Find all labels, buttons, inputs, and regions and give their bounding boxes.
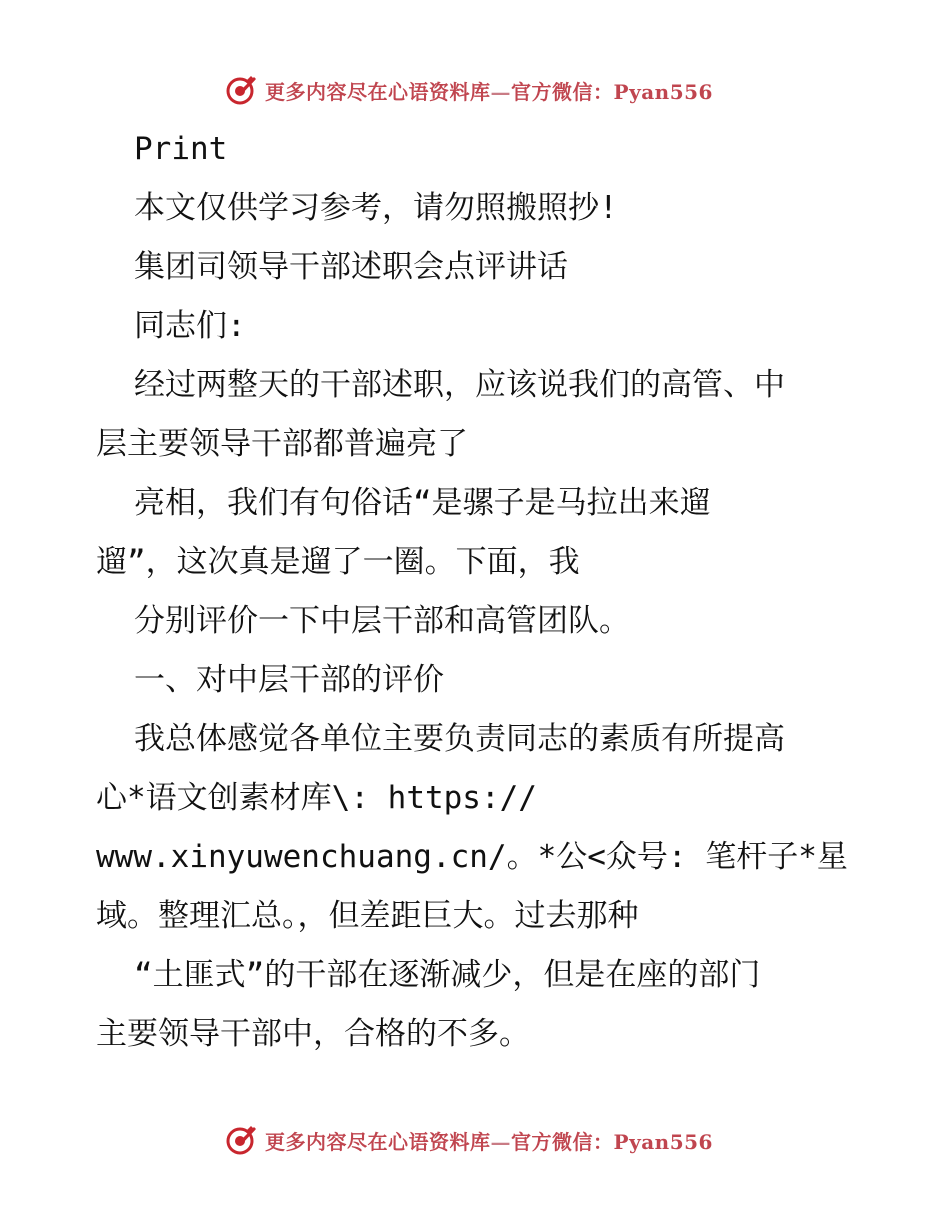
doc-paragraph-line: www.xinyuwenchuang.cn/。*公<众号: 笔杆子*星 xyxy=(96,839,848,875)
doc-paragraph-line: 心*语文创素材库\: https:// xyxy=(96,780,537,816)
doc-paragraph-line: 我总体感觉各单位主要负责同志的素质有所提高 xyxy=(134,721,785,757)
footer-banner-contact: 官方微信：Pyan556 xyxy=(511,1129,713,1154)
quill-logo-icon xyxy=(225,1124,257,1156)
header-banner-contact: 官方微信：Pyan556 xyxy=(511,79,713,104)
doc-paragraph-line: 经过两整天的干部述职，应该说我们的高管、中 xyxy=(134,367,785,403)
footer-banner-dash: — xyxy=(490,1129,512,1154)
footer-banner-text xyxy=(265,1126,713,1155)
doc-paragraph-line: “土匪式”的干部在逐渐减少，但是在座的部门 xyxy=(134,957,761,993)
doc-paragraph-line: 亮相，我们有句俗话“是骡子是马拉出来遛 xyxy=(134,485,711,521)
header-banner-main: 更多内容尽在心语资料库 xyxy=(265,79,491,104)
header-banner-dash: — xyxy=(490,79,512,104)
doc-paragraph-line: 层主要领导干部都普遍亮了 xyxy=(96,426,468,462)
doc-section-heading: 一、对中层干部的评价 xyxy=(134,662,444,698)
footer-banner-main: 更多内容尽在心语资料库 xyxy=(265,1129,491,1154)
header-banner-content xyxy=(225,74,713,106)
quill-logo-icon xyxy=(225,74,257,106)
footer-banner-content xyxy=(225,1124,713,1156)
doc-paragraph-line: 分别评价一下中层干部和高管团队。 xyxy=(134,603,630,639)
header-banner xyxy=(0,68,950,112)
doc-paragraph-line: 域。整理汇总。，但差距巨大。过去那种 xyxy=(96,898,639,934)
doc-paragraph-line: 主要领导干部中，合格的不多。 xyxy=(96,1016,530,1052)
header-banner-text xyxy=(265,76,713,105)
footer-banner xyxy=(0,1118,950,1162)
doc-paragraph-line: 遛”，这次真是遛了一圈。下面，我 xyxy=(96,544,580,580)
doc-line-print: Print xyxy=(134,131,228,167)
doc-title: 集团司领导干部述职会点评讲话 xyxy=(134,249,568,285)
doc-salutation: 同志们: xyxy=(134,308,246,344)
doc-line-disclaimer: 本文仅供学习参考，请勿照搬照抄! xyxy=(134,190,618,226)
document-body xyxy=(96,120,856,1064)
